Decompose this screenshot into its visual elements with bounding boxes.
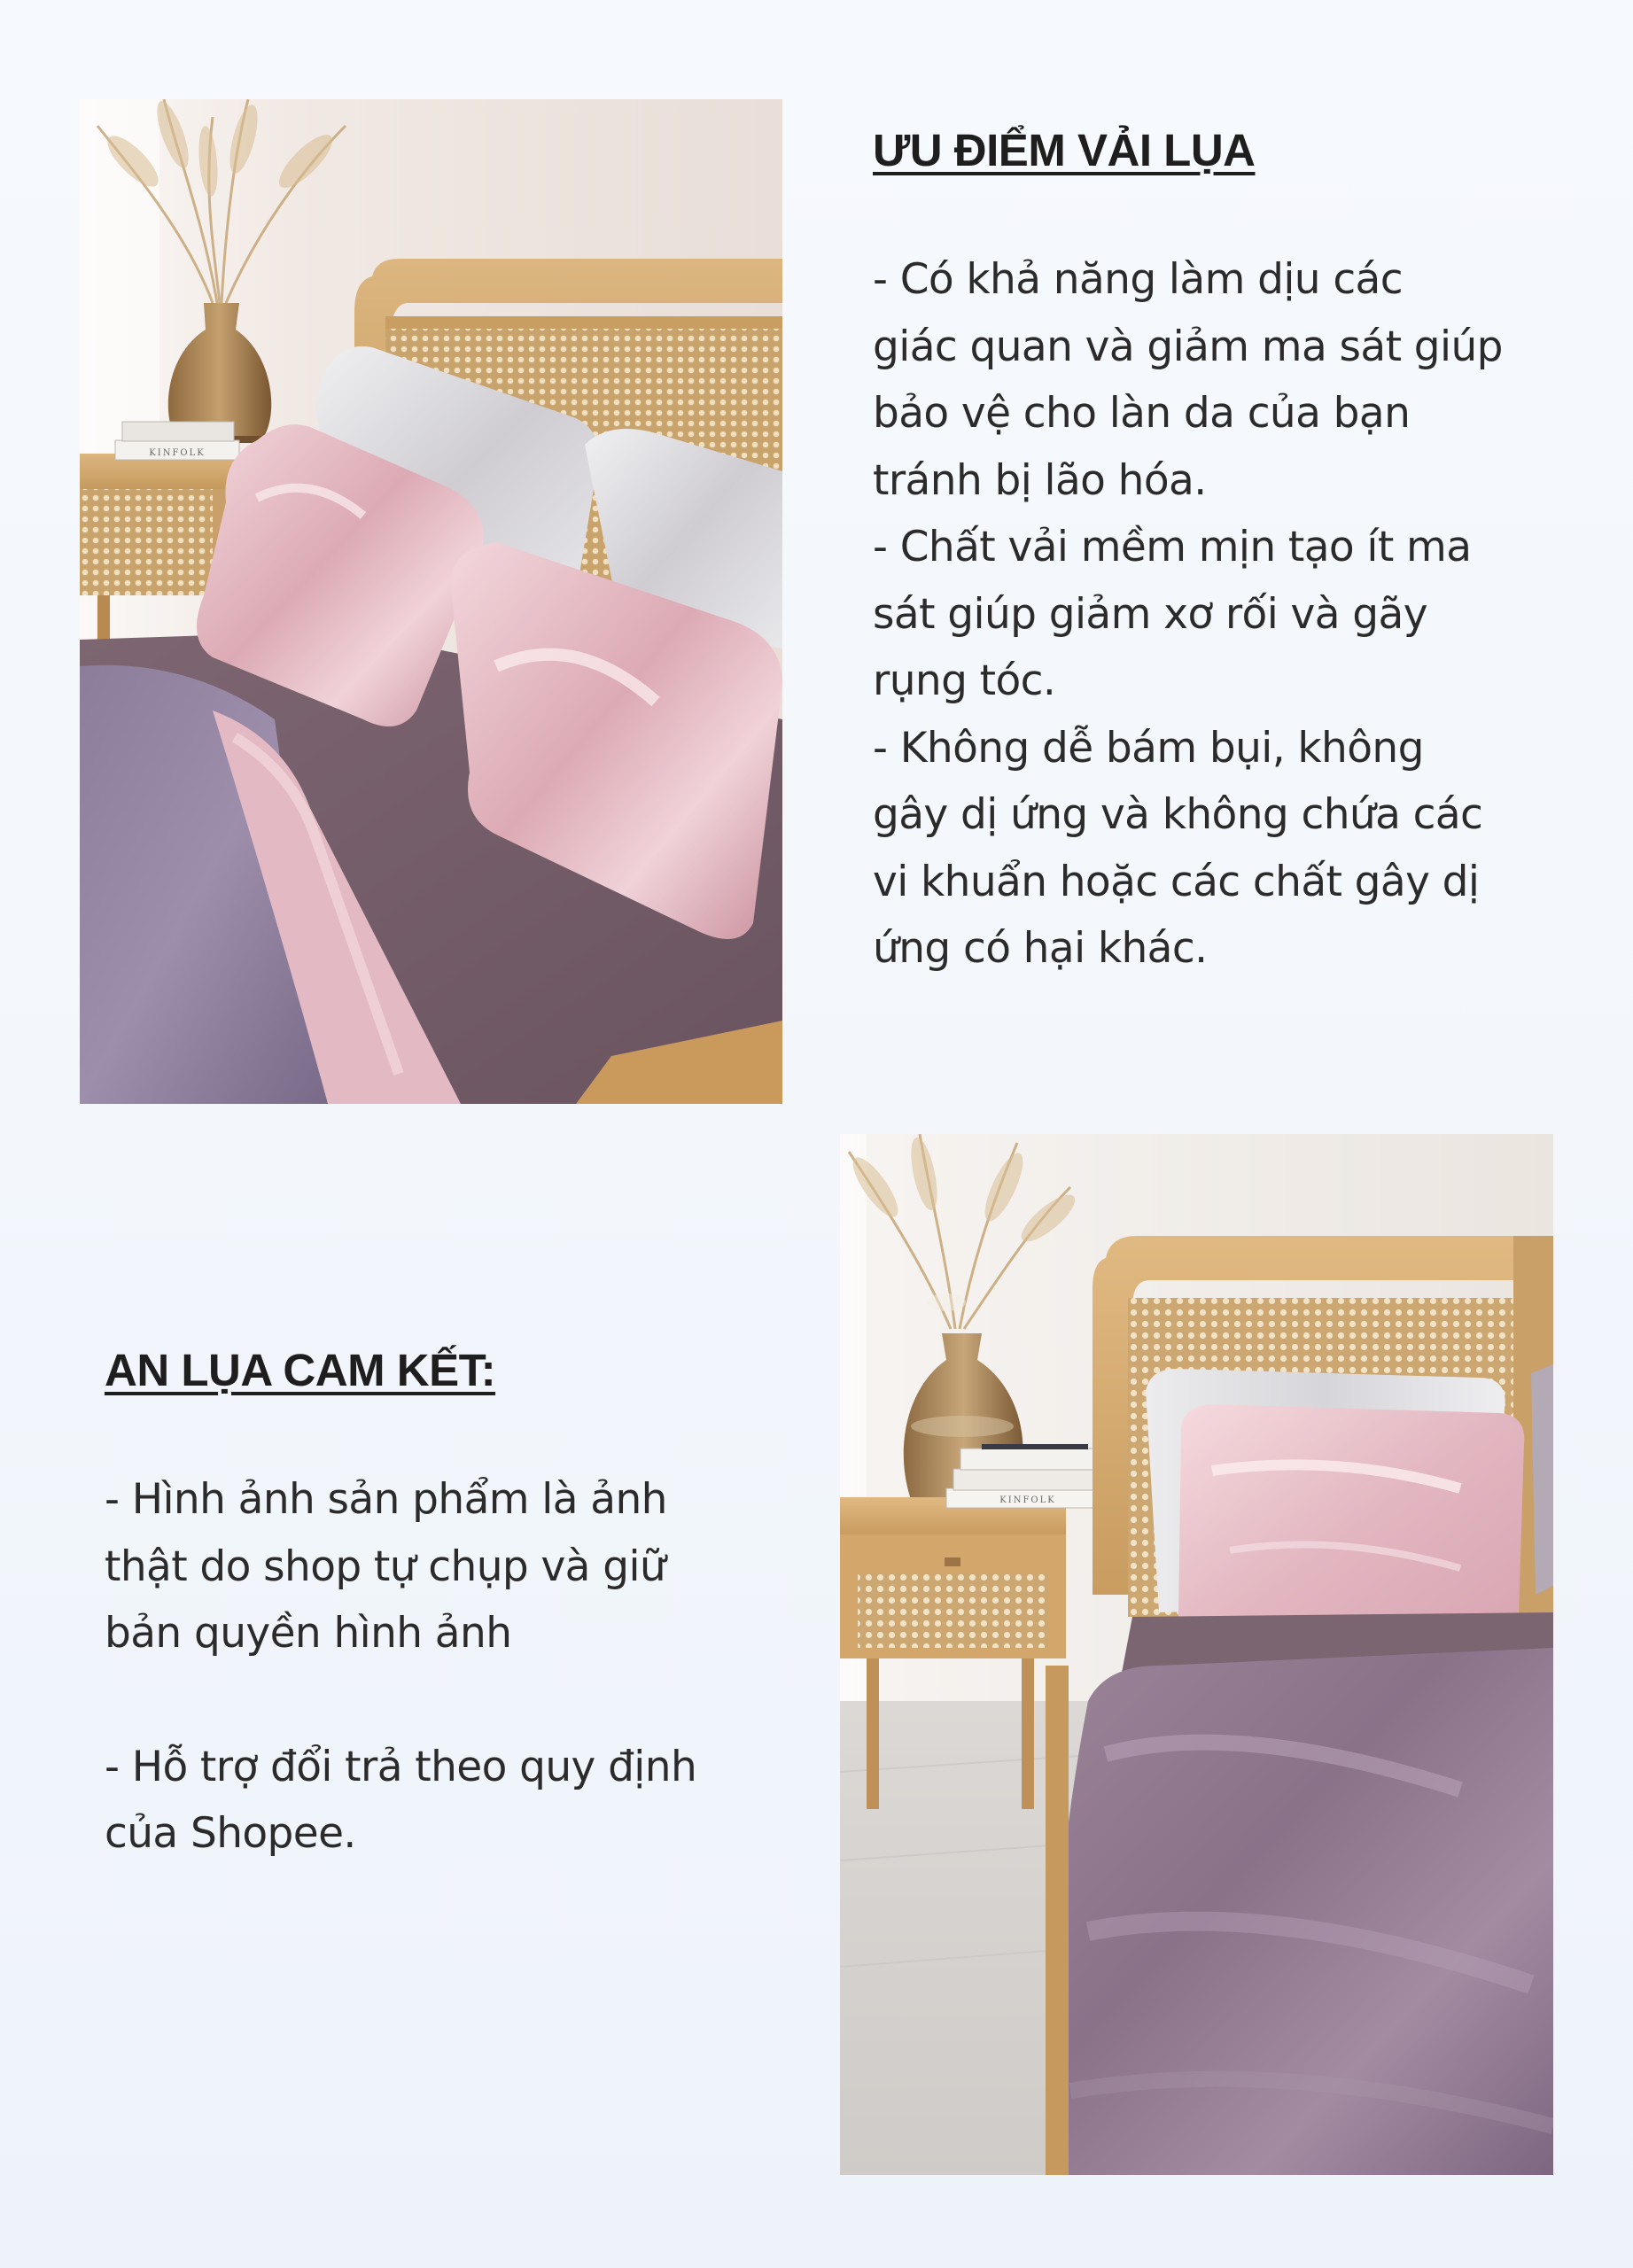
product-photo-bedroom-2	[840, 1134, 1553, 2175]
advantages-text	[873, 246, 1582, 983]
section-heading-advantages: ƯU ĐIỂM VẢI LỤA	[873, 125, 1256, 175]
commitment-paragraph-2	[105, 1734, 813, 1868]
text-line: - Không dễ bám bụi, không	[873, 723, 1424, 773]
text-line: thật do shop tự chụp và giữ	[105, 1542, 666, 1591]
section-heading-commitment: AN LỤA CAM KẾT:	[105, 1345, 496, 1395]
text-line: giác quan và giảm ma sát giúp	[873, 322, 1503, 371]
text-line: tránh bị lão hóa.	[873, 455, 1207, 505]
section-silk-advantages	[873, 113, 1582, 983]
text-line: sát giúp giảm xơ rối và gãy	[873, 589, 1427, 639]
text-line: của Shopee.	[105, 1809, 356, 1858]
photo1-illustration	[80, 99, 782, 1104]
text-line: rụng tóc.	[873, 656, 1056, 705]
photo2-illustration	[840, 1134, 1553, 2175]
photo1-book-label: KINFOLK	[149, 448, 206, 458]
text-line: vi khuẩn hoặc các chất gây dị	[873, 857, 1480, 906]
text-line: - Chất vải mềm mịn tạo ít ma	[873, 523, 1472, 571]
text-line: - Có khả năng làm dịu các	[873, 255, 1403, 304]
photo2-book-label: KINFOLK	[999, 1495, 1056, 1505]
text-line: bảo vệ cho làn da của bạn	[873, 389, 1411, 438]
text-line: bản quyền hình ảnh	[105, 1609, 512, 1658]
product-photo-bedroom-1	[80, 99, 782, 1104]
text-line: - Hình ảnh sản phẩm là ảnh	[105, 1475, 667, 1524]
text-line: - Hỗ trợ đổi trả theo quy định	[105, 1742, 697, 1791]
text-line: ứng có hại khác.	[873, 924, 1208, 973]
text-line: gây dị ứng và không chứa các	[873, 790, 1483, 839]
commitment-paragraph-1	[105, 1466, 813, 1667]
section-commitment	[105, 1333, 813, 1868]
